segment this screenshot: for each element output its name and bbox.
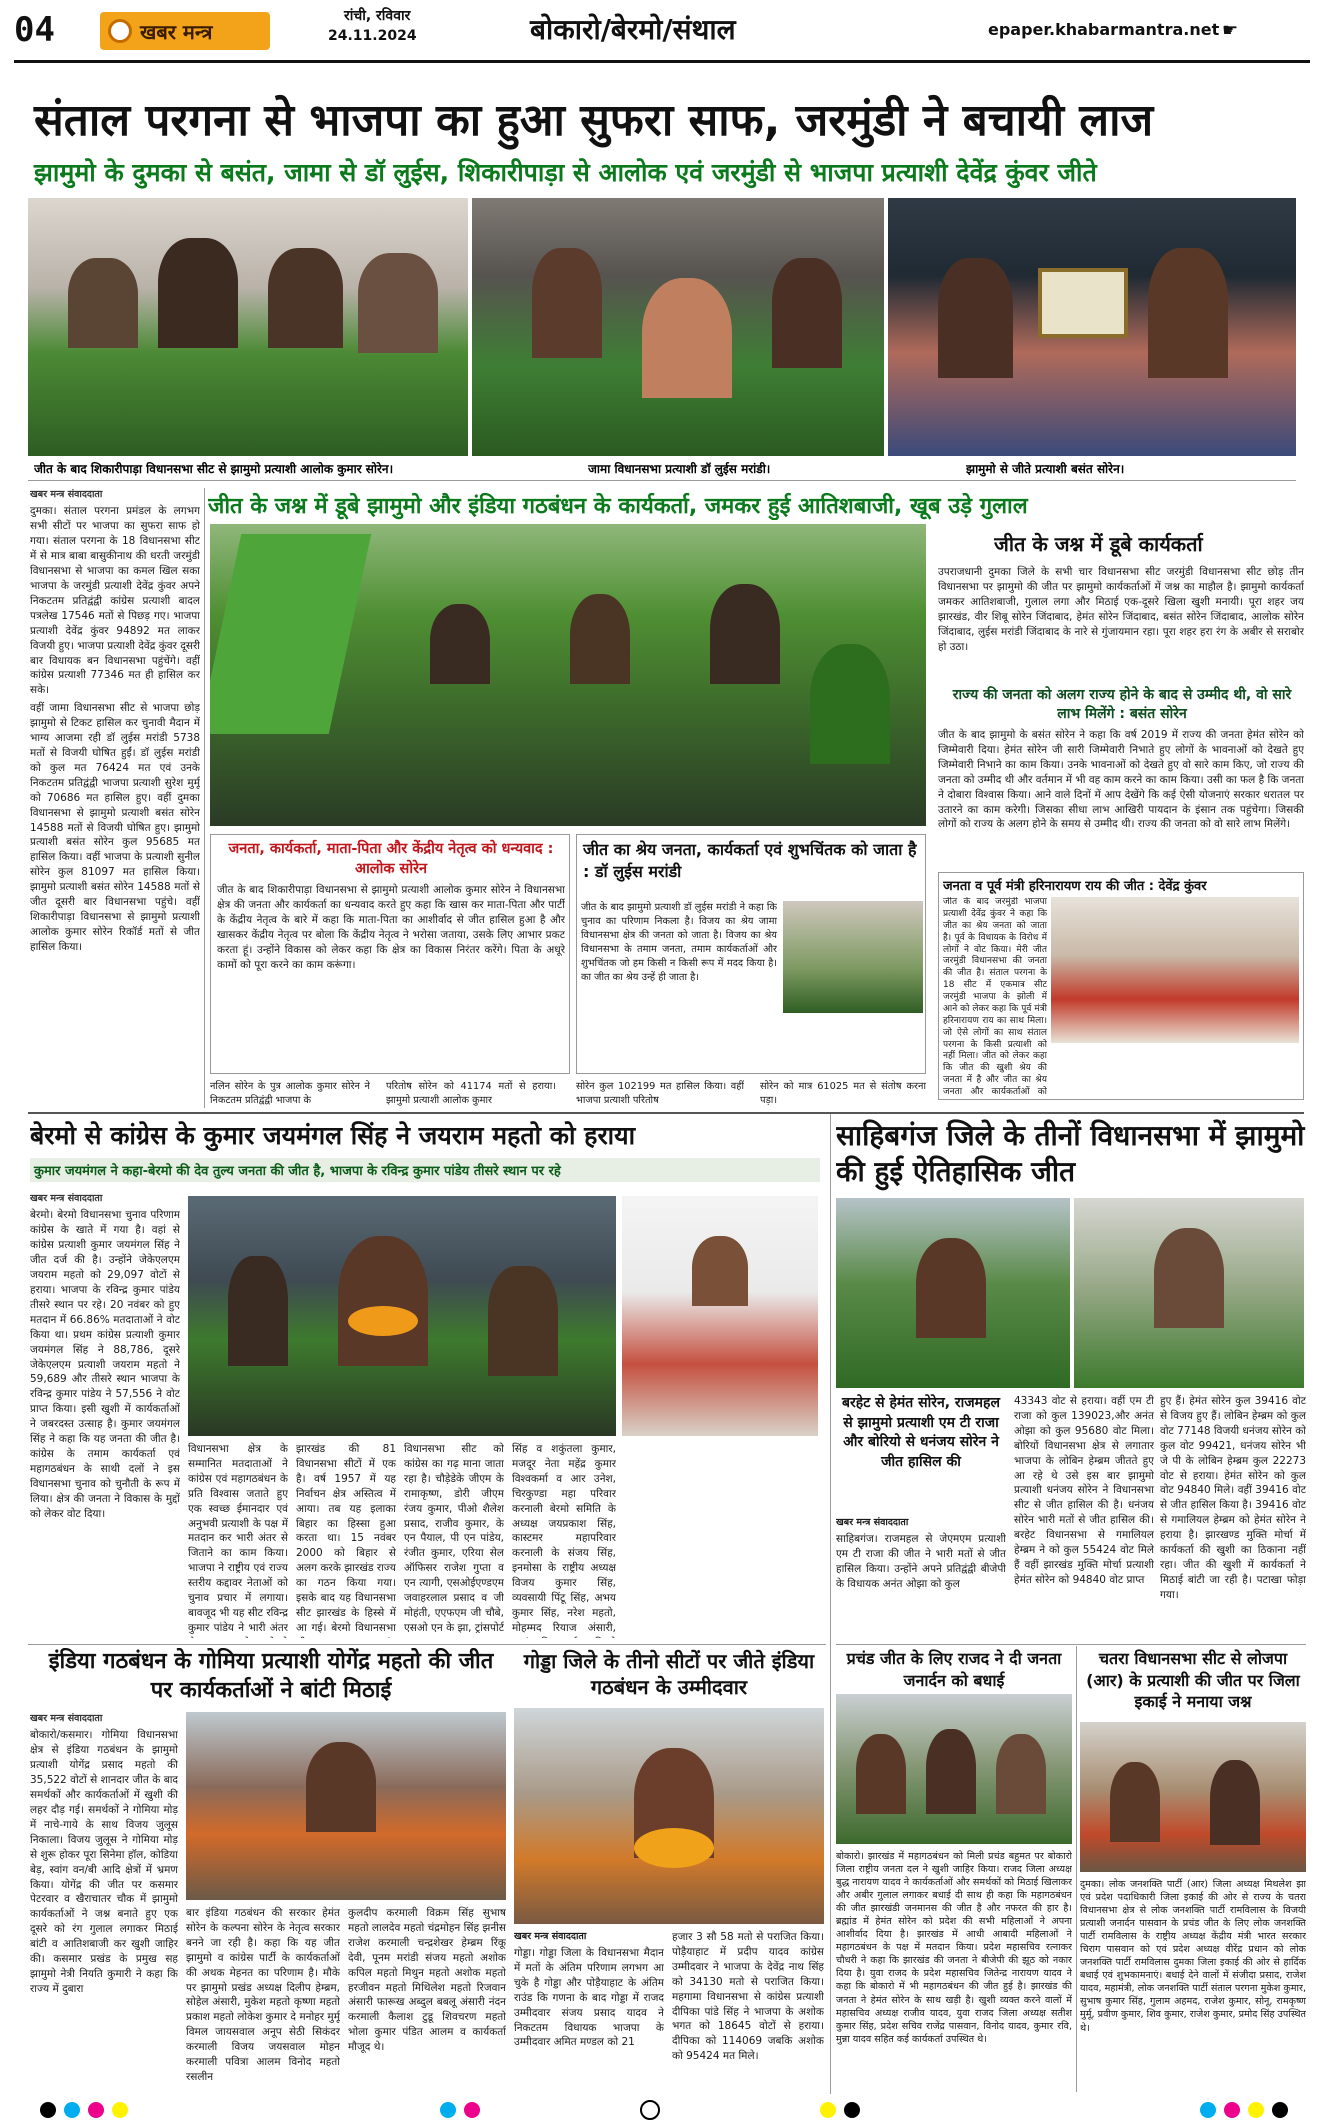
photo-devendra-kunwar [1051, 897, 1299, 1043]
chatra-headline: चतरा विधानसभा सीट से लोजपा (आर) के प्रत्याशी की जीत पर जिला इकाई ने मनाया जश्न [1086, 1649, 1300, 1712]
registration-dot-icon [1248, 2102, 1264, 2118]
gomia-headline: इंडिया गठबंधन के गोमिया प्रत्याशी योगेंद्र महतो की जीत पर कार्यकर्ताओं ने बांटी मिठाई [48, 1649, 494, 1703]
sahebganj-byline: खबर मन्त्र संवाददाता [836, 1517, 909, 1528]
registration-dot-icon [464, 2102, 480, 2118]
bokaro-paragraph: बोकारो। झारखंड में महागठबंधन को मिली प्रचंड बहुमत पर बोकारो जिला राष्ट्रीय जनता दल ने खुशी जाहिर किया। राजद जिला अध्यक्ष बुद्ध नारायण यादव ने कार्यकर्ताओं और समर्थकों को मिठाई खिलाकर और अबीर गुलाल लगाकर बधाई दी साथ ही कहा कि महागठबंधन की जीत झारखंडी जनमानस की जीत है और नफरत की हार है। ब्रह्मांड में हेमंत सोरेन को प्रदेश की सभी महिलाओं ने अपना आशीर्वाद दिया है। झारखंड में आधी आबादी महिलाओं ने महागठबंधन के पक्ष में मतदान किया। प्रदेश महासचिव रत्नाकर चौधरी ने कहा कि झारखंड की जनता ने बीजेपी की झूठ को नकार दिया है। युवा राजद के प्रदेश महासचिव जितेन्द्र नारायण यादव ने कहा कि बोकारो में भी महागठबंधन की जीत हुई है। झारखंड की जनता ने हेमंत सोरेन के साथ खड़ी है। खुशी व्यक्त करने वालों में महासचिव अध्यक्ष राजीव यादव, युवा राजद जिला अध्यक्ष सतीश कुमार सिंह, प्रदेश सचिव राजेंद्र पासवान, विनोद यादव, कुमार रवि, मुन्ना यादव सहित कई कार्यकर्ता उपस्थित थे। [836, 1851, 1072, 2045]
registration-dot-icon [440, 2102, 456, 2118]
registration-dot-icon [1224, 2102, 1240, 2118]
registration-dot-icon [1200, 2102, 1216, 2118]
godda-col-2: हजार 3 सौ 58 मतो से पराजित किया। पोड़ैयाहाट में प्रदीप यादव कांग्रेस उम्मीदवार ने भाजपा के देवेंद्र नाथ सिंह को 34130 मतो से पराजित किया। महगामा विधानसभा से कांग्रेस प्रत्याशी दीपिका पांडे सिंह ने भाजपा के अशोक भगत को 18645 वोटों से हराया। दीपिका को 114069 जबकि अशोक को 95424 मत मिले। [672, 1931, 824, 2063]
caption-louis: जामा विधानसभा प्रत्याशी डॉ लुईस मरांडी। [588, 462, 771, 476]
devendra-quote-paragraph: जीत के बाद जरमुंडी भाजपा प्रत्याशी देवेंद्र कुंवर ने कहा कि जीत का श्रेय जनता को जाता है। पूर्व के विधायक के विरोध में लोगों ने वोट किया। मेरी जीत जरमुंडी विधानसभा की जनता की जीत है। संताल परगना के 18 सीट में एकमात्र सीट जरमुंडी भाजपा के झोली में आने को लेकर कहा कि पूर्व मंत्री हरिनारायण राय का साथ मिला। जो ऐसे लोगों का साथ संताल परगना के किसी प्रत्याशी को नहीं मिला। जीत को लेकर कहा कि जीत की खुशी श्रेय की जनता में है और जीत का श्रेय जनता और कार्यकर्ताओं को [943, 897, 1047, 1097]
alok-quote-head: जनता, कार्यकर्ता, माता-पिता और केंद्रीय नेतृत्व को धन्यवाद : आलोक सोरेन [228, 841, 554, 878]
registration-dot-icon [112, 2102, 128, 2118]
byline: खबर मन्त्र संवाददाता [30, 1193, 103, 1204]
logo-mark-icon [108, 19, 132, 43]
sahebganj-col-1: साहिबगंज। राजमहल से जेएमएम प्रत्याशी एम टी राजा की जीत ने भारी मतों से जीत हासिल किया। उन्होंने अपने प्रतिद्वंद्वी बीजेपी के विधायक अनंत ओझा को कुल [836, 1533, 1006, 1590]
dumka-strip-1: नलिन सोरेन के पुत्र आलोक कुमार सोरेन ने निकटतम प्रतिद्वंद्वी भाजपा के [210, 1081, 370, 1106]
photo-sahebganj-winners-2 [1074, 1198, 1304, 1388]
lead-headline: संताल परगना से भाजपा का हुआ सुफरा साफ, जरमुंडी ने बचायी लाज [34, 95, 1154, 146]
masthead-date: 24.11.2024 [328, 28, 417, 44]
godda-col-1: गोड्डा। गोड्डा जिला के विधानसभा मैदान में मतों के अंतिम परिणाम लगभग आ चुके है गोड्डा और पोड़ैयाहाट के अंतिम राउंड कि गणना के बाद गोड्डा में राजद उम्मीदवार संजय प्रसाद यादव ने निकटतम विधायक भाजपा के उम्मीदवार अमित मण्डल को 21 [514, 1947, 664, 2049]
photo-bermo-celebration [188, 1196, 616, 1436]
masthead-city: रांची, रविवार [344, 8, 411, 24]
bermo-subheadline: कुमार जयमंगल ने कहा-बेरमो की देव तुल्य जनता की जीत है, भाजपा के रविन्द्र कुमार पांडेय तीसरे स्थान पर रहे [30, 1158, 820, 1182]
photo-gomia-celebration [186, 1712, 506, 1900]
paragraph: वहीं जामा विधानसभा सीट से भाजपा छोड़ झामुमो से टिकट हासिल कर चुनावी मैदान में भाग्य आजमा रही डॉ लुईस मरांडी 5738 मतों से विजयी घोषित हुईं। डॉ लुईस मरांडी को कुल मत 76424 मत एवं उनके निकटतम प्रतिद्वंद्वी भाजपा प्रत्याशी सुरेश मुर्मू को 70686 मत हासिल हुए। वहीं दुमका विधानसभा से झामुमो प्रत्याशी बसंत सोरेन 14588 मतों से विजयी घोषित हुए। झामुमो प्रत्याशी बसंत सोरेन कुल 95685 मत हासिल किया। वहीं भाजपा के प्रत्याशी सुनील सोरेन कुल 81097 मत हासिल किया। झामुमो प्रत्याशी बसंत सोरेन 14588 मतों से जीत दूसरी बार विधानसभा पहुंचे। वहीं शिकारीपाड़ा विधानसभा से झामुमो प्रत्याशी आलोक कुमार सोरेन रिकॉर्ड मतों से जीत हासिल किया। [30, 702, 200, 953]
byline: खबर मन्त्र संवाददाता [30, 489, 103, 500]
masthead [0, 0, 1324, 62]
bermo-col-3: विधानसभा सीट को कांग्रेस का गढ़ माना जाता रहा है। चौड़ेडेके जीएम के रामाकृष्ण, डोरी जीएम रंजय कुमार, पीओ शैलेश प्रसाद, राजीव कुमार, के एन पैयाल, पी एन पांडेय, रंजीत कुमार, एरिया सेल ऑफिसर राजेश गुप्ता व एन त्यागी, एसओईएण्डएम जवाहरलाल प्रसाद व जी मोहंती, एएफएम जी चौबे, एसओ एन के झा, ट्रांसपोर्ट [404, 1443, 504, 1634]
alok-quote-box [210, 834, 570, 1074]
lead-subheadline: झामुमो के दुमका से बसंत, जामा से डॉ लुईस, शिकारीपाड़ा से आलोक एवं जरमुंडी से भाजपा प्रत्याशी देवेंद्र कुंवर जीते [34, 158, 1097, 187]
photo-sahebganj-winners-1 [836, 1198, 1070, 1388]
chatra-paragraph: दुमका। लोक जनशक्ति पार्टी (आर) जिला अध्यक्ष मिथलेश झा एवं प्रदेश पदाधिकारी जिला इकाई की ओर से राज्य के चतरा विधानसभा क्षेत्र से लोक जनशक्ति पार्टी रामविलास के विजयी प्रत्याशी जनार्दन पासवान के प्रचंड जीत के लिए लोक जनशक्ति पार्टी रामविलास के राष्ट्रीय अध्यक्ष केंद्रीय मंत्री भारत सरकार चिराग पासवान को एवं प्रदेश अध्यक्ष वीरेंद्र प्रधान को लोक जनशक्ति पार्टी रामविलास दुमका जिला इकाई की ओर से हार्दिक बधाई एवं शुभकामनाएं। बधाई देने वालों में संजीदा प्रसाद, राजेश यादव, महामंत्री, लोक जनशक्ति पार्टी संताल परगना मुकेश कुमार, सुभाष कुमार सिंह, गुलाम अहमद, राजेश कुमार, सोनू, रामकृष्ण मुर्मू, प्रवीण कुमार, शिव कुमार, राजेश कुमार, प्रमोद सिंह उपस्थित थे। [1080, 1879, 1306, 2034]
caption-alok: जीत के बाद शिकारीपाड़ा विधानसभा सीट से झामुमो प्रत्याशी आलोक कुमार सोरेन। [34, 462, 394, 476]
paragraph: बेरमो। बेरमो विधानसभा चुनाव परिणाम कांग्रेस के खाते में गया है। वहां से कांग्रेस प्रत्याशी कुमार जयमंगल सिंह ने जीत दर्ज की है। उन्होंने जेकेएलएम जयराम महतो को 29,097 वोटों से हराया। भाजपा के रविन्द्र कुमार पांडेय तीसरे स्थान पर रहे। 20 नवंबर को हुए मतदान में 66.86% मतदाताओं ने वोट किया था। प्रथम कांग्रेस प्रत्याशी कुमार जयमंगल सिंह ने 88,786, दूसरे जेकेएलएम प्रत्याशी जयराम महतो ने 59,689 और तीसरे स्थान भाजपा के रविन्द्र कुमार पांडेय ने 57,556 ने वोट प्राप्त किया। इसी खुशी में कार्यकर्ताओं ने जबरदस्त उत्साह है। कुमार जयमंगल सिंह ने कहा कि यह जनता की जीत है। कांग्रेस के तमाम कार्यकर्ता एवं महागठबंधन के साथी दलों ने इस विधानसभा चुनाव को चुनौती के रूप में लिया। क्षेत्र की जनता ने विकास के मुद्दों को लेकर वोट दिया। [30, 1209, 180, 1520]
alok-quote-paragraph: जीत के बाद शिकारीपाड़ा विधानसभा से झामुमो प्रत्याशी आलोक कुमार सोरेन ने विधानसभा क्षेत्र की जनता और कार्यकर्ता का धन्यवाद करते हुए कहा कि खास कर माता-पिता और पार्टी के केंद्रीय नेतृत्व के बारे में कहा कि माता-पिता का आशीर्वाद से जीत हासिल हुआ है और खासकर केंद्रीय नेतृत्व पर बोला कि केंद्रीय नेतृत्व ने भरोसा जताया, उसके लिए आभार प्रकट करता हूं। उन्होंने विकास को लेकर कहा कि क्षेत्र का विकास निरंतर करेंगे। पिता के अधूरे कामों को पूरा करने का काम करूंगा। [217, 884, 565, 971]
photo-louis-marandi [472, 198, 884, 456]
masthead-rule [14, 60, 1310, 63]
paragraph: दुमका। संताल परगना प्रमंडल के लगभग सभी सीटों पर भाजपा का सुफरा साफ हो गया। संताल परगना के 18 विधानसभा सीट में से मात्र बाबा बासुकीनाथ की धरती जरमुंडी विधानसभा से भाजपा का कमल खिल सका भाजपा के जरमुंडी प्रत्याशी देवेंद्र कुंवर अपने निकटतम प्रतिद्वंद्वी कांग्रेस प्रत्याशी बादल पत्रलेख 17546 मतों से पिछड़ गए। भाजपा प्रत्याशी देवेंद्र कुंवर 94892 मत लाकर विजयी हुए। भाजपा प्रत्याशी देवेंद्र कुंवर दूसरी बार विधायक बन विधानसभा पहुंचेंगे। वहीं कांग्रेस प्रत्याशी 77346 मत ही हासिल कर सके। [30, 505, 200, 697]
louis-quote-head: जीत का श्रेय जनता, कार्यकर्ता एवं शुभचिंतक को जाता है : डॉ लुईस मरांडी [583, 840, 917, 881]
dumka-strip-2: परितोष सोरेन को 41174 मतों से हराया। झामुमो प्रत्याशी आलोक कुमार [386, 1081, 556, 1106]
photo-ljp-celebration [1080, 1722, 1306, 1872]
photo-rjd-celebration [836, 1694, 1072, 1844]
sahebganj-col-3: हुए हैं। हेमंत सोरेन कुल 39416 वोट से विजय हुए हैं। लोबिन हेम्ब्रम को कुल वोट 77148 विजयी धनंजय सोरेन को कुल वोट 99421, धनंजय सोरेन भी जे पी के लोबिन हेम्ब्रम कुल 22273 वोट से हराया। हेमंत सोरेन को कुल वोट 94840 मिले। वहीं 39416 वोट से जीत हासिल किया है। 39416 वोट से गमालियल हेम्ब्रम को हेमंत सोरेन ने हराया है। झारखण्ड मुक्ति मोर्चा में कार्यकर्ता की खुशी का ठिकाना नहीं रहा। जीत की खुशी में कार्यकर्ता ने मिठाई बांटी जा रही है। पटाखा फोड़ा गया। [1160, 1395, 1306, 1601]
registration-dot-icon [88, 2102, 104, 2118]
logo-box [100, 12, 270, 50]
basant-quote-head: राज्य की जनता को अलग राज्य होने के बाद से उम्मीद थी, वो सारे लाभ मिलेंगे : बसंत सोरेन [952, 687, 1292, 722]
sahebganj-headline: साहिबगंज जिले के तीनों विधानसभा में झामुमो की हुई ऐतिहासिक जीत [836, 1119, 1305, 1189]
photo-alok-soren-celebration [28, 198, 468, 456]
footer-color-bar [0, 2098, 1324, 2122]
sahebganj-photo-caption: बरहेट से हेमंत सोरेन, राजमहल से झामुमो प्रत्याशी एम टी राजा और बोरियो से धनंजय सोरेन ने जीत हासिल की [842, 1395, 1000, 1470]
registration-dot-icon [1272, 2102, 1288, 2118]
bermo-col-2: झारखंड की 81 विधानसभा सीटों में एक है। वर्ष 1957 में यह निर्वाचन क्षेत्र अस्तित्व में आया। तब यह इलाका बिहार का हिस्सा हुआ करता था। 15 नवंबर 2000 को बिहार से अलग करके झारखंड राज्य का गठन किया गया। इसके बाद यह विधानसभा सीट झारखंड के हिस्से में आ गई। बेरमो विधानसभा [296, 1443, 396, 1634]
basant-quote-paragraph: जीत के बाद झामुमो के बसंत सोरेन ने कहा कि वर्ष 2019 में राज्य की जनता हेमंत सोरेन को जिम्मेवारी दिया। हेमंत सोरेन जी सारी जिम्मेवारी निभाते हुए लोगों के भावनाओं को देखते हुए जिम्मेवारी निभाने का काम किया। उनके भावनाओं को देखते हुए वो सारे काम किए, जो राज्य की जनता को उम्मीद थी और वर्तमान में भी वह काम करने का काम किया। उसी का फल है कि जनता ने दोबारा विश्वास किया। आने वाले दिनों में आप देखेंगे कि कई ऐसी योजनाएं सरकार धरातल पर उतारने का काम करेगी। जिसका सीधा लाभ आखिरी पायदान के इंसान तक पहुंचेगा। जिसकी लोगों को राज्य के अलग होने के समय से उम्मीद थी। राज्य की जनता को वो सारे लाभ मिलेंगे। [938, 729, 1304, 831]
dumka-strip-4: सोरेन को मात्र 61025 मत से संतोष करना पड़ा। [760, 1081, 926, 1106]
registration-dot-icon [820, 2102, 836, 2118]
photo-louis-welcome [783, 901, 923, 1013]
logo-text: खबर मन्त्र [140, 20, 213, 44]
bermo-left-column [30, 1192, 180, 1640]
bermo-col-4: सिंह व शकुंतला कुमार, मजदूर नेता महेंद्र कुमार विश्वकर्मा व आर उनेश, चिरकुण्डा महा परिवार करनाली बेरमो समिति के अध्यक्ष जयप्रकाश सिंह, कास्टमर महापरिवार करनाली के संजय सिंह, इनमोसा के राष्ट्रीय अध्यक्ष विजय कुमार सिंह, व्यवसायी पिंटू सिंह, अभय कुमार सिंह, नरेश महतो, मोहम्मद रियाज अंसारी, [512, 1443, 616, 1634]
photo-jaymangal-singh [622, 1196, 818, 1436]
gomia-col-1: बार इंडिया गठबंधन की सरकार हेमंत सोरेन के कल्पना सोरेन के नेतृत्व सरकार बनने जा रही है। कहा कि यह जीत झामुमो व कांग्रेस पार्टी के कार्यकर्ताओं की अथक मेहनत का परिणाम है। मौके पर झामुमो प्रखंड अध्यक्ष दिलीप हेम्ब्रम, सोहेल अंसारी, मुकेश महतो कृष्णा महतो प्रकाश महतो लोकेश कुमार दे मनोहर मुर्मू विमल जायसवाल अनूप सेठी सिकंदर करमाली विजय जयसवाल मोहन करमाली पवित्रा आलम विनोद महतो रसलीन [186, 1907, 340, 2083]
website-url[interactable]: epaper.khabarmantra.net [988, 20, 1220, 39]
section-name: बोकारो/बेरमो/संथाल [530, 13, 736, 46]
dumka-strip-3: सोरेन कुल 102199 मत हासिल किया। वहीं भाजपा प्रत्याशी परितोष [576, 1081, 744, 1106]
cursor-icon: ☛ [1222, 20, 1239, 41]
crosshair-icon [640, 2100, 660, 2120]
louis-quote-paragraph: जीत के बाद झामुमो प्रत्याशी डॉ लुईस मरांडी ने कहा कि चुनाव का परिणाम निकला है। विजय का श्रेय जामा विधानसभा क्षेत्र की जनता को जाता है। विजय का श्रेय विधानसभा के तमाम जनता, तमाम कार्यकर्ताओं और शुभचिंतक जो हम किसी न किसी रूप में मदद किया है। का जीत का श्रेय उन्हें ही जाता है। [581, 902, 777, 983]
photo-basant-soren-certificate [888, 198, 1296, 456]
godda-headline: गोड्डा जिले के तीनो सीटों पर जीते इंडिया गठबंधन के उम्मीदवार [523, 1649, 815, 1699]
devendra-quote-head: जनता व पूर्व मंत्री हरिनारायण राय की जीत : देवेंद्र कुंवर [943, 879, 1207, 894]
gomia-col-2: कुलदीप करमाली विक्रम सिंह सुभाष महतो लालदेव महतो चंद्रमोहन सिंह झनीस राजेश करमाली चन्द्रशेखर हेम्ब्रम रिंकू देवी, पूनम मरांडी संजय महतो अशोक कपिल महतो मिथुन महतो अशोक महतो हरजीवन महतो मिथिलेश महतो रिजवान अंसारी फारूख अब्दुल बबलू अंसारी नंदन करमाली कैलाश टुडू शिवचरण महतो भोला कुमार पंडित आलम व कार्यकर्ता मौजूद थे। [348, 1907, 506, 2054]
dumka-left-column [30, 488, 200, 1108]
dumka-right-head: जीत के जश्न में डूबे कार्यकर्ता [994, 532, 1203, 556]
gomia-left-column [30, 1712, 178, 2092]
louis-quote-box [576, 834, 926, 1074]
bokaro-headline: प्रचंड जीत के लिए राजद ने दी जनता जनार्दन को बधाई [846, 1649, 1062, 1690]
registration-dot-icon [64, 2102, 80, 2118]
registration-dot-icon [844, 2102, 860, 2118]
sahebganj-col-2: 43343 वोट से हराया। वहीं एम टी राजा को कुल 139023,और अनंत ओझा को कुल 95680 वोट मिला। बोरियों विधानसभा क्षेत्र से लगातार भाजपा के लोबिन हेम्ब्रम जीतते हुए आ रहे थे उसे इस बार झामुमो प्रत्याशी धनंजय सोरेन ने विधानसभा सीट से जीत हासिल की है। धनंजय सोरेन भारी मतों से जीत हासिल की। बरहेट विधानसभा से गमालियल हेम्ब्रम ने को कुल 55424 वोट मिले हैं वहीं झारखंड मुक्ति मोर्चा प्रत्याशी हेमंत सोरेन को 94840 वोट प्राप्त [1014, 1395, 1154, 1586]
photo-godda-winner [514, 1708, 824, 1924]
bermo-col-1: विधानसभा क्षेत्र के सम्मानित मतदाताओं ने कांग्रेस एवं महागठबंधन के प्रति विश्वास जताते हुए एक स्वच्छ ईमानदार एवं अनुभवी प्रत्याशी के पक्ष में मतदान कर भारी अंतर से जिताने का काम किया। भाजपा ने राष्ट्रीय एवं राज्य स्तरीय कद्दावर नेताओं को चुनाव प्रचार में लगाया। बावजूद भी यह सीट रविन्द्र कुमार पांडेय ने भारी अंतर [188, 1443, 288, 1634]
byline: खबर मन्त्र संवाददाता [30, 1713, 103, 1724]
bermo-headline: बेरमो से कांग्रेस के कुमार जयमंगल सिंह ने जयराम महतो को हराया [30, 1121, 636, 1150]
paragraph: बोकारो/कसमार। गोमिया विधानसभा क्षेत्र से इंडिया गठबंधन के झामुमो प्रत्याशी योगेंद्र प्रसाद महतो की 35,522 वोटों से शानदार जीत के बाद समर्थकों और कार्यकर्ताओं में खुशी की लहर दौड़ गई। समर्थकों ने गोमिया मोड़ में नाचे-गाये के साथ विजय जुलूस निकाला। विजय जुलूस ने गोमिया मोड़ से शुरू होकर पूरा सिनेमा हॉल, कोडिया बेड़, स्वांग वन/बी आदि क्षेत्रों में भ्रमण किया। योगेंद्र की जीत पर कसमार पेटरवार व खैराचातर चौक में झामुमो कार्यकर्ताओं ने जश्न बनाते हुए एक दूसरे को रंग गुलाल लगाकर मिठाई बांटी व आतिशबाजी कर खुशी जाहिर की। कसमार प्रखंड के प्रमुख सह झामुमो नेत्री नियति कुमारी ने कहा कि राज्य में दुबारा [30, 1729, 178, 1995]
dumka-banner-headline: जीत के जश्न में डूबे झामुमो और इंडिया गठबंधन के कार्यकर्ता, जमकर हुई आतिशबाजी, खूब उड़े गुलाल [208, 494, 1028, 519]
caption-basant: झामुमो से जीते प्रत्याशी बसंत सोरेन। [966, 462, 1125, 476]
devendra-quote-box [938, 872, 1304, 1100]
photo-jmm-celebration-crowd [210, 524, 926, 826]
page-number: 04 [14, 10, 55, 50]
godda-byline: खबर मन्त्र संवाददाता [514, 1931, 587, 1942]
registration-dot-icon [40, 2102, 56, 2118]
dumka-right-paragraph: उपराजधानी दुमका जिले के सभी चार विधानसभा सीट जरमुंडी विधानसभा सीट छोड़ तीन विधानसभा पर झामुमो की जीत पर झामुमो कार्यकर्ताओं में जश्न का माहौल है। झामुमो कार्यकर्ता जमकर आतिशबाजी, गुलाल लगा और मिठाई एक-दूसरे खिला खुशी मनायी। पूरा शहर जय झारखंड, वीर शिबू सोरेन जिंदाबाद, हेमंत सोरेन जिंदाबाद, बसंत सोरेन जिंदाबाद, आलोक सोरेन जिंदाबाद, लुईस मरांडी जिंदाबाद के नारे से गुंजायमान रहा। पूरा शहर हरा रंग के अबीर से सराबोर हो उठा। [938, 566, 1304, 653]
